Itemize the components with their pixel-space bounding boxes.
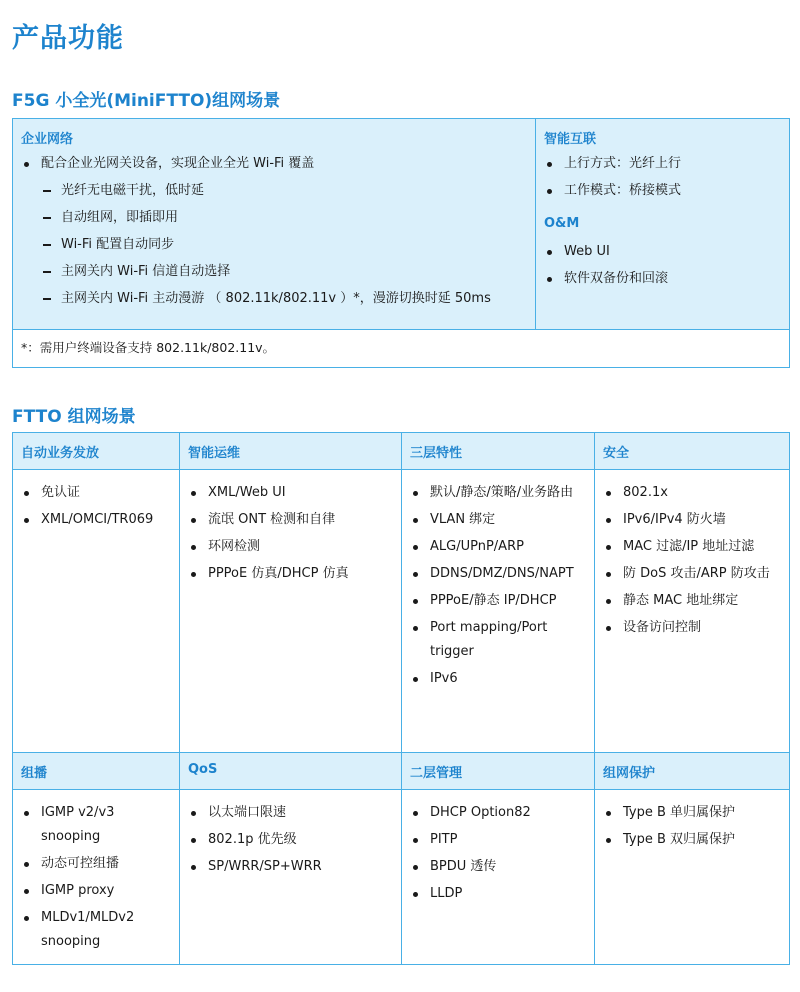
list-item: Type B 单归属保护 — [603, 801, 783, 825]
list-item: Type B 双归属保护 — [603, 828, 783, 852]
feature-cell — [180, 470, 402, 753]
feature-list — [180, 470, 401, 593]
list-item: 光纤无电磁干扰，低时延 — [21, 179, 529, 203]
feature-cell — [402, 470, 595, 753]
page-title: 产品功能 — [12, 23, 124, 54]
feature-list — [402, 470, 594, 698]
feature-column-header: 三层特性 — [410, 446, 463, 461]
list-item: 自动组网，即插即用 — [21, 206, 529, 230]
list-item: IGMP v2/v3 snooping — [21, 801, 173, 849]
list-item: PPPoE/静态 IP/DHCP — [410, 589, 588, 613]
list-item: 免认证 — [21, 481, 173, 505]
feature-list — [13, 470, 179, 539]
feature-cell — [595, 470, 790, 753]
list-item: 默认/静态/策略/业务路由 — [410, 481, 588, 505]
list-item: DHCP Option82 — [410, 801, 588, 825]
feature-list — [13, 790, 179, 961]
list-item: 802.1p 优先级 — [188, 828, 395, 852]
feature-cell — [180, 790, 402, 965]
list-item: 主网关内 Wi-Fi 信道自动选择 — [21, 260, 529, 284]
list-item: LLDP — [410, 882, 588, 906]
list-item: 流氓 ONT 检测和自律 — [188, 508, 395, 532]
feature-cell — [13, 470, 180, 753]
list-item: 配合企业光网关设备，实现企业全光 Wi-Fi 覆盖 — [21, 152, 529, 176]
list-item: XML/Web UI — [188, 481, 395, 505]
feature-cell — [402, 790, 595, 965]
list-item: IPv6/IPv4 防火墙 — [603, 508, 783, 532]
list-item: ALG/UPnP/ARP — [410, 535, 588, 559]
feature-cell — [13, 790, 180, 965]
list-item: 防 DoS 攻击/ARP 防攻击 — [603, 562, 783, 586]
om-list — [536, 233, 789, 298]
f5g-section-heading: F5G 小全光(MiniFTTO)组网场景 — [12, 91, 281, 111]
list-item: 动态可控组播 — [21, 852, 173, 876]
list-item: 软件双备份和回滚 — [544, 267, 783, 291]
list-item: 静态 MAC 地址绑定 — [603, 589, 783, 613]
om-header: O&M — [544, 216, 580, 231]
feature-list — [595, 470, 789, 647]
list-item: Web UI — [544, 240, 783, 264]
list-item: 802.1x — [603, 481, 783, 505]
list-item: 主网关内 Wi-Fi 主动漫游 （ 802.11k/802.11v ）*，漫游切换时延 50ms — [21, 287, 529, 311]
list-item: SP/WRR/SP+WRR — [188, 855, 395, 879]
list-item: PITP — [410, 828, 588, 852]
list-item: 上行方式：光纤上行 — [544, 152, 783, 176]
feature-list — [595, 790, 789, 859]
list-item: VLAN 绑定 — [410, 508, 588, 532]
feature-column-header: 安全 — [603, 446, 630, 461]
list-item: BPDU 透传 — [410, 855, 588, 879]
smart-interconnect-header: 智能互联 — [544, 132, 597, 147]
list-item: 以太端口限速 — [188, 801, 395, 825]
f5g-table — [12, 118, 790, 368]
feature-cell — [595, 790, 790, 965]
list-item: XML/OMCI/TR069 — [21, 508, 173, 532]
feature-column-header: QoS — [188, 762, 218, 777]
list-item: MAC 过滤/IP 地址过滤 — [603, 535, 783, 559]
list-item: 环网检测 — [188, 535, 395, 559]
ftto-section-heading: FTTO 组网场景 — [12, 407, 136, 427]
enterprise-network-header: 企业网络 — [21, 132, 74, 147]
footnote: *：需用户终端设备支持 802.11k/802.11v。 — [13, 330, 790, 368]
feature-list — [402, 790, 594, 913]
enterprise-network-list — [13, 145, 535, 318]
list-item: IGMP proxy — [21, 879, 173, 903]
feature-column-header: 组播 — [21, 766, 48, 781]
feature-column-header: 智能运维 — [188, 446, 241, 461]
list-item: PPPoE 仿真/DHCP 仿真 — [188, 562, 395, 586]
list-item: Port mapping/Port trigger — [410, 616, 588, 664]
list-item: MLDv1/MLDv2 snooping — [21, 906, 173, 954]
list-item: Wi-Fi 配置自动同步 — [21, 233, 529, 257]
list-item: 设备访问控制 — [603, 616, 783, 640]
enterprise-network-cell — [13, 119, 536, 330]
smart-interconnect-cell — [536, 119, 790, 330]
feature-column-header: 自动业务发放 — [21, 446, 100, 461]
list-item: DDNS/DMZ/DNS/NAPT — [410, 562, 588, 586]
feature-column-header: 组网保护 — [603, 766, 656, 781]
feature-column-header: 二层管理 — [410, 766, 463, 781]
list-item: IPv6 — [410, 667, 588, 691]
smart-interconnect-list — [536, 145, 789, 210]
ftto-table — [12, 432, 790, 965]
list-item: 工作模式：桥接模式 — [544, 179, 783, 203]
feature-list — [180, 790, 401, 886]
